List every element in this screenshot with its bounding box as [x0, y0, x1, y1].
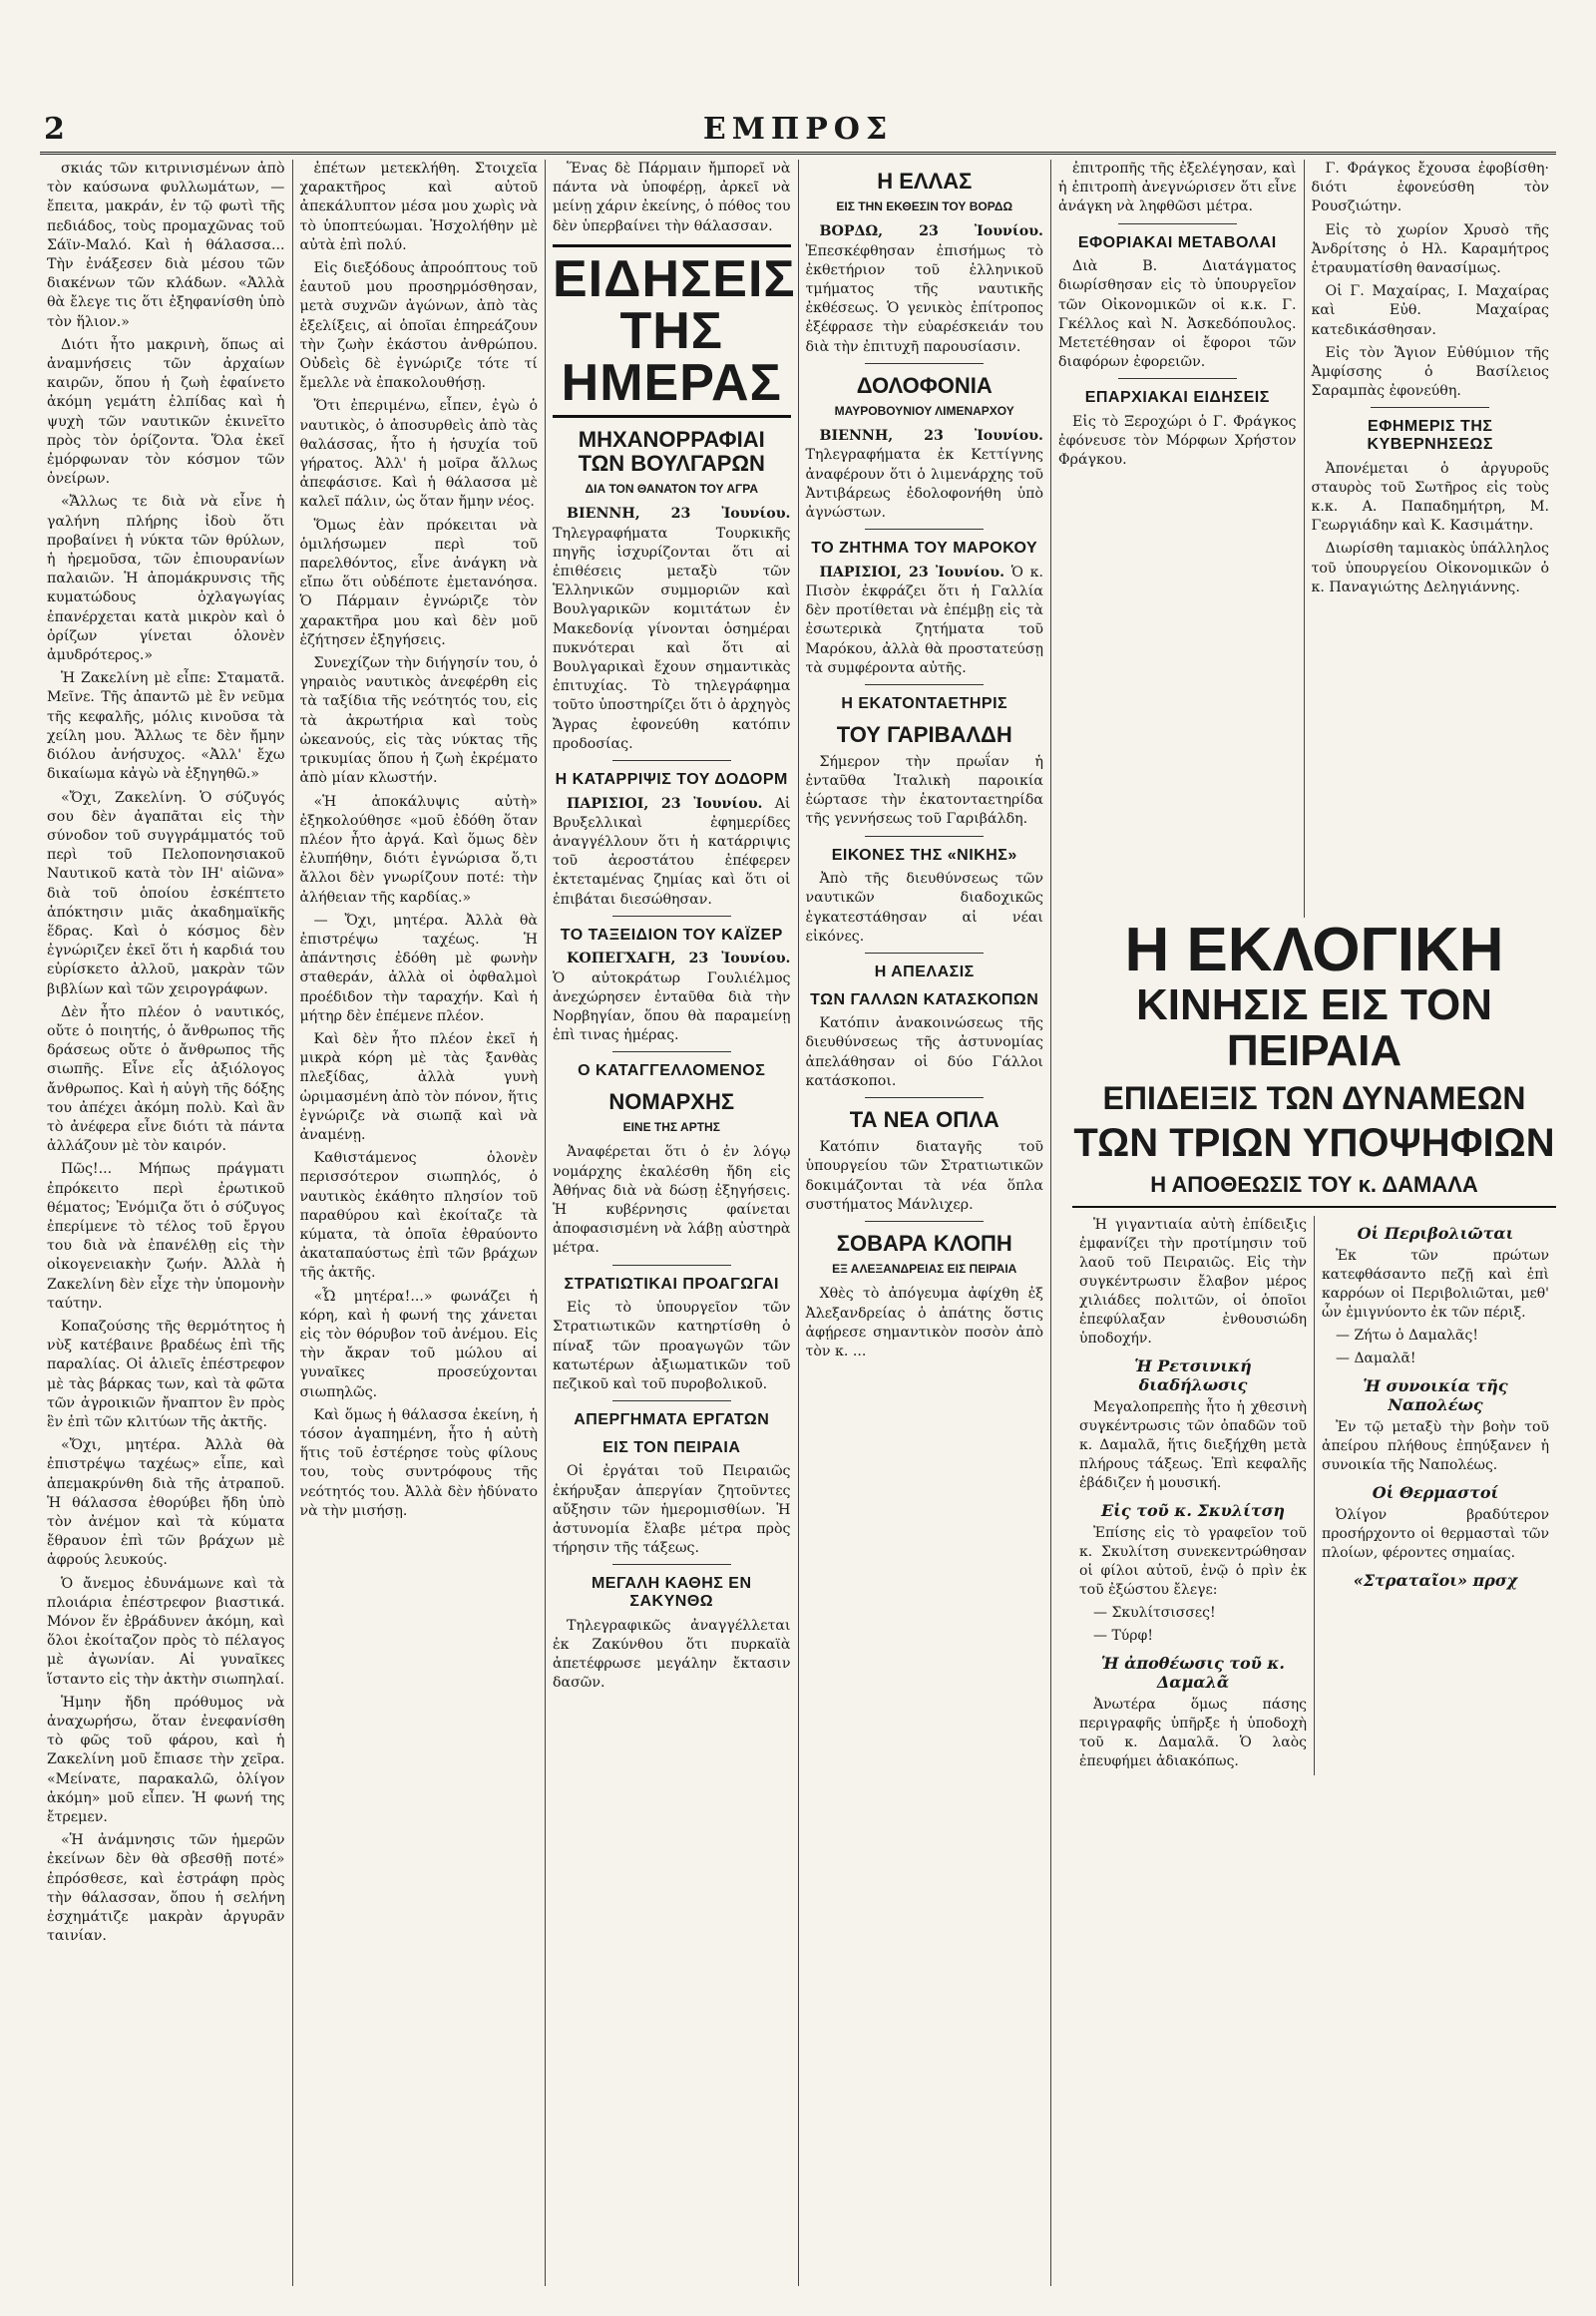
election-headline-line1: Η ΕΚΛΟΓΙΚΗ — [1124, 918, 1504, 984]
dateline: ΠΑΡΙΣΙΟΙ, 23 Ἰουνίου. — [819, 564, 1005, 580]
article-text: Ὁ αὐτοκράτωρ Γουλιέλμος ἀνεχώρησεν ἐνταῦθα διὰ τὴν Νορβηγίαν, ὅπου θὰ παραμείνῃ ἐπὶ τινας ἡμέρας. — [553, 969, 791, 1044]
section-heading: ΤΑ ΝΕΑ ΟΠΛΑ — [849, 1107, 999, 1133]
column-1 — [40, 160, 293, 2286]
section-heading: ΤΟ ΖΗΤΗΜΑ ΤΟΥ ΜΑΡΟΚΟΥ — [811, 540, 1038, 558]
article-text: Ἐκ τῶν πρώτων κατεφθάσαντο πεζῇ καὶ ἐπὶ καρρόων οἱ Περιβολιῶται, μεθ' ὧν ἐμιγνύοντο ἐκ τῶν πέριξ. — [1322, 1248, 1549, 1322]
divider — [865, 684, 984, 685]
section-heading: Η ΕΛΛΑΣ — [877, 169, 973, 193]
article-text: Χθὲς τὸ ἀπόγευμα ἀφίχθη ἐξ Ἀλεξανδρείας ὁ ἀπάτης ὅστις ἀφῄρεσε σημαντικὸν ποσὸν ἀπὸ τὸν κ. ... — [805, 1286, 1043, 1360]
divider — [1118, 223, 1237, 224]
section-heading: ΕΙΚΟΝΕΣ ΤΗΣ «ΝΙΚΗΣ» — [831, 846, 1017, 864]
election-col-left — [1072, 1216, 1315, 1775]
paragraph: Δὲν ἦτο πλέον ὁ ναυτικός, οὔτε ὁ ποιητής, ὁ ἄνθρωπος τῆς δράσεως οὔτε ὁ ἄνθρωπος τῆς σιωπῆς. Εἶνε εἷς ἀξιόλογος ἄνθρωπος. Καὶ ἡ αὐγὴ τῆς δόξης του ἀπέχει ἀκόμη πολὺ. Καὶ ἂν τὸ ἀνέφερα εἶνε διότι τὰ πάντα ἀλλάζουν μὲ τὸν καιρόν. — [47, 1003, 285, 1155]
paragraph: Εἰς διεξόδους ἀπροόπτους τοῦ ἑαυτοῦ μου προσηρμόσθησαν, μετὰ συχνῶν ἀγώνων, ἀπὸ τὰς ἐξελίξεις, αἱ ὁποῖαι ἐπηρεάζουν τὴν ζωὴν ἑκάστου ἀνθρώπου. Οὐδεὶς δὲ ἐγνώριζε τότε τί ἔμελλε νὰ ἐπακολουθήσῃ. — [299, 260, 538, 392]
divider — [612, 916, 731, 917]
paragraph: Πῶς!... Μήπως πράγματι ἐπρόκειτο περὶ ἐρωτικοῦ θέματος; Ἐνόμιζα ὅτι ὁ σύζυγος ἐπερίμενε τὸ τέλος τοῦ ἔργου του διὰ νὰ ἐπανέλθῃ εἰς τὴν οἰκογενειακὴν ζωήν. Ἀλλὰ ἡ Ζακελίνη δὲν εἶχε τὴν ὑπομονὴν ταύτην. — [47, 1161, 285, 1312]
paragraph: «Ἡ ἀνάμνησις τῶν ἡμερῶν ἐκείνων δὲν θὰ σβεσθῇ ποτέ» ἐπρόσθεσε, καὶ ἐστράφη πρὸς τὴν θάλασσαν, ὅπου ἡ σελήνη ἐσχημάτιζε μακρὰν ἀργυρᾶν ταινίαν. — [47, 1832, 285, 1945]
article-text: Ἐπεσκέφθησαν ἐπισήμως τὸ ἐκθετήριον τοῦ ἑλληνικοῦ τμήματος τῆς ναυτικῆς ἐκθέσεως. Ὁ γενικὸς ἐπίτροπος ἐξέφρασε τὴν εὐαρέσκειάν του διὰ τὴν ἐπιτυχῆ παρουσίασιν. — [805, 242, 1043, 355]
paragraph: Καὶ ὅμως ἡ θάλασσα ἐκείνη, ἡ τόσον ἀγαπημένη, ἦτο ἡ αὐτὴ ἥτις τοῦ ἐστέρησε τοὺς φίλους του, τοὺς συντρόφους τῆς νεότητός του. Ἀλλὰ δὲν ἠδύνατο νὰ τὴν μισήσῃ. — [299, 1406, 538, 1519]
article-text: Ἀπονέμεται ὁ ἀργυροῦς σταυρὸς τοῦ Σωτῆρος εἰς τοὺς κ.κ. Α. Παπαδημήτρη, Μ. Γεωργιάδην καὶ Κ. Κασιμάτην. — [1311, 460, 1549, 535]
paragraph: Διότι ἦτο μακρινὴ, ὅπως αἱ ἀναμνήσεις τῶν ἀρχαίων καιρῶν, ὅπου ἡ ζωὴ ἐφαίνετο ἀκόμη γεμάτη ἐλπίδας καὶ ἡ ψυχὴ τῶν ναυτικῶν ἐκινεῖτο πρὸς τὸν ὁρίζοντα. Ὅλα ἐκεῖ ἐμόρφωναν τὸν κόσμον τῶν ὀνείρων. — [47, 336, 285, 488]
section-heading: ΤΟ ΤΑΞΕΙΔΙΟΝ ΤΟΥ ΚΑΪΖΕΡ — [560, 926, 783, 944]
section-heading: Η ΑΠΕΛΑΣΙΣ — [874, 964, 975, 981]
section-subheading: ΕΙΝΕ ΤΗΣ ΑΡΤΗΣ — [622, 1120, 720, 1135]
divider — [865, 836, 984, 837]
paragraph: Οἱ Γ. Μαχαίρας, Ι. Μαχαίρας καὶ Εὐθ. Μαχαίρας κατεδικάσθησαν. — [1311, 283, 1549, 338]
section-heading: ΜΕΓΑΛΗ ΚΑΘΗΣ ΕΝ ΣΑΚΥΝΘΩ — [591, 1575, 752, 1611]
article-subheading: Ἡ συνοικία τῆς Ναπολέως — [1363, 1376, 1508, 1415]
page-number: 2 — [44, 112, 65, 147]
article-subheading: Οἱ Θερμαστοί — [1372, 1483, 1499, 1503]
divider — [612, 1265, 731, 1266]
section-heading: ΕΦΗΜΕΡΙΣ ΤΗΣ ΚΥΒΕΡΝΗΣΕΩΣ — [1367, 418, 1493, 454]
section-heading: Η ΕΚΑΤΟΝΤΑΕΤΗΡΙΣ — [841, 695, 1008, 713]
section-subheading: ΔΙΑ ΤΟΝ ΘΑΝΑΤΟΝ ΤΟΥ ΑΓΡΑ — [585, 482, 759, 497]
section-heading: ΑΠΕΡΓΗΜΑΤΑ ΕΡΓΑΤΩΝ — [574, 1411, 770, 1429]
article-text: Διὰ Β. Διατάγματος διωρίσθησαν εἰς τὸ ὑπουργεῖον τῶν Οἰκονομικῶν οἱ κ.κ. Γ. Γκέλλος καὶ Ν. Ἀσκεδόπουλος. Μετετέθησαν οἱ ἔφοροι τῶν διαφόρων ἐφορειῶν. — [1058, 258, 1297, 371]
section-heading: Ο ΚΑΤΑΓΓΕΛΛΟΜΕΝΟΣ — [578, 1062, 766, 1080]
dialogue-line: — Σκυλίτσισσες! — [1093, 1605, 1216, 1622]
paragraph: ἐπέτων μετεκλήθη. Στοιχεῖα χαρακτῆρος καὶ αὐτοῦ ἀπεκάλυπτον μέσα μου χωρὶς νὰ τὸ ὑποπτεύωμαι. Ἠσχολήθην μὲ αὐτὰ ἐπὶ πολύ. — [299, 161, 538, 253]
section-heading: ΣΟΒΑΡΑ ΚΛΟΠΗ — [836, 1231, 1012, 1257]
section-heading: ΜΗΧΑΝΟΡΡΑΦΙΑΙ ΤΩΝ ΒΟΥΛΓΑΡΩΝ — [578, 426, 765, 476]
section-heading: ΤΩΝ ΓΑΛΛΩΝ ΚΑΤΑΣΚΟΠΩΝ — [810, 990, 1039, 1008]
article-subheading: «Στραταῖοι» πρσχ — [1353, 1571, 1518, 1591]
paragraph: Γ. Φράγκος ἔχουσα ἐφοβίσθη· διότι ἐφονεύσθη τὸν Ρουσζιώτην. — [1311, 161, 1549, 215]
election-block — [1072, 918, 1556, 2286]
paragraph: — Ὄχι, μητέρα. Ἀλλὰ θὰ ἐπιστρέψω ταχέως. Ἡ ἀπάντησις ἐδόθη μὲ φωνὴν σταθεράν, ἀλλὰ οἱ ὀφθαλμοὶ προέδιδον τὴν ταραχήν. Καὶ ἡ μήτηρ δὲν ἐπέμενε πλέον. — [299, 912, 538, 1024]
election-headline-line2: ΚΙΝΗΣΙΣ ΕΙΣ ΤΟΝ ΠΕΙΡΑΙΑ — [1135, 980, 1493, 1076]
paragraph: Ἕνας δὲ Πάρμαιν ἤμπορεῖ νὰ πάντα νὰ ὑποφέρῃ, ἀρκεῖ νὰ μείνῃ χάριν ἐκείνης, ὁ πόθος του δὲν ὑπερβαίνει τὴν θάλασσαν. — [553, 161, 791, 234]
divider — [612, 1051, 731, 1052]
article-text: Εἰς τὸ Ξεροχώρι ὁ Γ. Φράγκος ἐφόνευσε τὸν Μόρφων Χρήστον Φράγκου. — [1058, 414, 1297, 469]
election-col-right — [1315, 1216, 1556, 1775]
article-text: Ἀνωτέρα ὅμως πάσης περιγραφῆς ὑπῆρξε ἡ ὑποδοχὴ τοῦ κ. Δαμαλᾶ. Ὁ λαὸς ἐπευφήμει ἀδιακόπως. — [1079, 1697, 1307, 1770]
paragraph: Καθιστάμενος ὁλονὲν περισσότερον σιωπηλός, ὁ ναυτικὸς ἐκάθητο πλησίον τοῦ παραθύρου καὶ ἐκοίταζε τὰ κύματα, τὰ ὁποῖα ἐθραύοντο ἀκαταπαύστως ἐπὶ τῶν βράχων τῆς ἀκτῆς. — [299, 1150, 538, 1282]
divider — [865, 1221, 984, 1222]
paragraph: Καὶ δὲν ἦτο πλέον ἐκεῖ ἡ μικρὰ κόρη μὲ τὰς ξανθὰς πλεξίδας, ἀλλὰ γυνὴ ὡριμασμένη ἀπὸ τὸν πόνον, ἥτις ἐγνώριζε νὰ σιωπᾷ καὶ νὰ ἀναμένῃ. — [299, 1030, 538, 1143]
article-text: Ἡ γιγαντιαία αὐτὴ ἐπίδειξις ἐμφανίζει τὴν προτίμησιν τοῦ λαοῦ τοῦ Πειραιῶς. Εἰς τὴν συγκέντρωσιν ἔλαβον μέρος χιλιάδες πολιτῶν, οἱ ὁποῖοι ἐπεφύλαξαν ἐνθουσιώδη ὑποδοχήν. — [1079, 1217, 1307, 1348]
section-subheading: ΕΞ ΑΛΕΞΑΝΔΡΕΙΑΣ ΕΙΣ ΠΕΙΡΑΙΑ — [832, 1262, 1017, 1277]
article-subheading: Οἱ Περιβολιῶται — [1357, 1224, 1514, 1244]
paragraph: Κοπαζούσης τῆς θερμότητος ἡ νὺξ κατέβαινε βραδέως ἐπὶ τῆς παραλίας. Οἱ ἁλιεῖς ἐπέστρεφον μὲ τὰς βάρκας των, καὶ τὰ φῶτα τῶν ἀγροικιῶν ἤναπτον ἓν πρὸς ἓν ἐπὶ τῶν κλιτύων τῆς ἀκτῆς. — [47, 1318, 285, 1430]
paper-name: ΕΜΠΡΟΣ — [702, 112, 894, 147]
dateline: ΒΟΡΔΩ, 23 Ἰουνίου. — [819, 223, 1043, 240]
paragraph: Ὅμως ἐὰν πρόκειται νὰ ὁμιλήσωμεν περὶ τοῦ παρελθόντος, εἶνε ἀνάγκη νὰ εἴπω ὅτι οὐδέποτε ἐμετανόησα. Ὁ Πάρμαιν ἐγνώριζε τὸν χαρακτῆρα μου καὶ δὲν μοῦ ἐζήτησεν ἐξηγήσεις. — [299, 517, 538, 648]
paragraph: «Ὄχι, μητέρα. Ἀλλὰ θὰ ἐπιστρέψω ταχέως» εἶπε, καὶ ἀπεμακρύνθη διὰ τῆς ἀτραποῦ. Ἡ θάλασσα ἐθορύβει ἤδη ὑπὸ τὸν ἀνέμον καὶ τὰ κύματα ἔθραυον ἐπὶ τῶν βράχων μὲ ἀφρούς λευκούς. — [47, 1437, 285, 1569]
section-heading: ΕΙΣ ΤΟΝ ΠΕΙΡΑΙΑ — [602, 1438, 741, 1456]
article-subheading: Ἡ Ρετσινική διαδήλωσις — [1134, 1356, 1252, 1395]
divider — [865, 1097, 984, 1098]
paragraph: Ὁ ἄνεμος ἐδυνάμωνε καὶ τὰ πλοιάρια ἐπέστρεφον βιαστικά. Μόνον ἕν ἐβράδυνεν ἀκόμη, καὶ ὅλοι ἐκοίταζον πρὸς τὸ πέλαγος μὲ ἀγωνίαν. Αἱ γυναῖκες ἵσταντο εἰς τὴν ἀκτὴν σιωπηλαί. — [47, 1575, 285, 1688]
paragraph: Εἰς τὸν Ἅγιον Εὐθύμιον τῆς Ἀμφίσσης ὁ Βασίλειος Σαραμπὰς ἐφονεύθη. — [1311, 344, 1549, 400]
article-text: Σήμερον τὴν πρωΐαν ἡ ἐνταῦθα Ἰταλικὴ παροικία ἑώρτασε τὴν ἑκατονταετηρίδα τῆς γεννήσεως τοῦ Γαριβάλδη. — [805, 753, 1043, 828]
dateline: ΒΙΕΝΝΗ, 23 Ἰουνίου. — [819, 428, 1043, 445]
dialogue-line: — Τύρφ! — [1093, 1628, 1153, 1645]
article-text: Εἰς τὸ ὑπουργεῖον τῶν Στρατιωτικῶν κατηρτίσθη ὁ πίναξ τῶν προαγωγῶν τῶν κατωτέρων ἀξιωματικῶν τοῦ πεζικοῦ καὶ τοῦ πυροβολικοῦ. — [553, 1300, 791, 1393]
article-text: Ὀλίγον βραδύτερον προσήρχοντο οἱ θερμασταὶ τῶν πλοίων, φέροντες σημαίας. — [1322, 1507, 1549, 1562]
section-subheading: ΕΙΣ ΤΗΝ ΕΚΘΕΣΙΝ ΤΟΥ ΒΟΡΔΩ — [836, 199, 1013, 214]
paragraph: «Ὄχι, Ζακελίνη. Ὁ σύζυγός σου δὲν ἀγαπᾶται εἰς τὴν σύνοδον τοῦ συγγράμματός τοῦ περὶ τοῦ Πελοπονησιακοῦ Ναυτικοῦ κατὰ τὸν ΙΗ' αἰῶνα» διὰ τοῦ ὁποίου ἐσκέπτετο ἀπόκτησιν μιᾶς ἀκαδημαϊκῆς ἕδρας. Καὶ ὁ κόσμος δὲν ἐγνώριζεν ἐκεῖ ὅτι ἡ καρδιά του εὑρίσκετο ἀλλοῦ, μακρὰν τῶν βιβλίων καὶ τῶν χειρογράφων. — [47, 789, 285, 997]
column-3 — [546, 160, 799, 2286]
section-heading: ΣΤΡΑΤΙΩΤΙΚΑΙ ΠΡΟΑΓΩΓΑΙ — [564, 1275, 779, 1293]
election-subheadline-line1: ΕΠΙΔΕΙΞΙΣ ΤΩΝ ΔΥΝΑΜΕΩΝ — [1102, 1080, 1526, 1117]
section-heading: ΕΦΟΡΙΑΚΑΙ ΜΕΤΑΒΟΛΑΙ — [1077, 233, 1277, 251]
article-text: Κατόπιν διαταγῆς τοῦ ὑπουργείου τῶν Στρατιωτικῶν δοκιμάζονται τὰ νέα ὅπλα συστήματος Μάνλιχερ. — [805, 1139, 1043, 1213]
section-heading: ΕΠΑΡΧΙΑΚΑΙ ΕΙΔΗΣΕΙΣ — [1084, 389, 1270, 407]
paragraph: σκιάς τῶν κιτρινισμένων ἀπὸ τὸν καύσωνα φυλλωμάτων, — ἔπειτα, μακράν, ἐν τῷ φωτὶ τῆς πεδιάδος, τοὺς προμαχῶνας τοῦ Σάϊν-Μαλό. Καὶ ἡ θάλασσα... Τὴν ἐνάξεσεν διὰ μέσου τῶν διακένων τῶν κλάδων. «Ἀλλὰ θὰ ἔλεγε τις ὅτι ἐξηφανίσθη ὑπὸ τὸν ἥλιον.» — [47, 161, 285, 330]
paragraph: Ἡμην ἤδη πρόθυμος νὰ ἀναχωρήσω, ὅταν ἐνεφανίσθη τὸ φῶς τοῦ φάρου, καὶ ἡ Ζακελίνη μοῦ ἔπιασε τὴν χεῖρα. «Μείνατε, παρακαλῶ, ὀλίγον ἀκόμη» μοῦ εἶπεν. Ἡ φωνή της ἔτρεμεν. — [47, 1694, 285, 1826]
section-heading: ΝΟΜΑΡΧΗΣ — [608, 1089, 735, 1115]
article-text: Τηλεγραφικῶς ἀναγγέλλεται ἐκ Ζακύνθου ὅτι πυρκαϊὰ ἀπετέφρωσε μεγάλην ἔκτασιν δασῶν. — [553, 1617, 791, 1692]
divider — [1072, 1206, 1556, 1208]
divider — [865, 529, 984, 530]
paragraph: «Ὦ μητέρα!...» φωνάζει ἡ κόρη, καὶ ἡ φωνή της χάνεται εἰς τὸν θόρυβον τοῦ ἀνέμου. Εἰς τὴν ἄκραν τοῦ μώλου αἱ γυναῖκες προσεύχονται σιωπηλῶς. — [299, 1288, 538, 1400]
divider — [1371, 407, 1489, 408]
election-columns — [1072, 1216, 1556, 1775]
paragraph: «Ἡ ἀποκάλυψις αὐτὴ» ἐξηκολούθησε «μοῦ ἐδόθη ὅταν πλέον ἦτο ἀργά. Καὶ ὅμως δὲν ἐλυπήθην, διότι ἐγνώρισα ὅ,τι ἄλλοι δὲν γνωρίζουν ποτέ: τὴν ἀλήθειαν τῆς καρδίας.» — [299, 793, 538, 906]
section-heading: ΤΟΥ ΓΑΡΙΒΑΛΔΗ — [836, 721, 1012, 747]
paragraph: «Ἄλλως τε διὰ νὰ εἶνε ἡ γαλήνη πλήρης ἰδοὺ ὅτι προβαίνει ἡ νύκτα τῶν θρύλων, ἡ ἠρεμοῦσα, τῶν ἐπιουρανίων παλαιῶν. Ἡ ἀπομάκρυνσις τῆς κυματώδους ὀχλαγωγίας ἐπανέρχεται κατὰ μικρὸν καὶ ὁ ὁρίζων γίνεται ὁλονὲν ἀμυδρότερος.» — [47, 494, 285, 664]
article-text: Τηλεγραφήματα Τουρκικῆς πηγῆς ἰσχυρίζονται ὅτι αἱ ἐπιθέσεις μεταξὺ τῶν Ἑλληνικῶν συμμοριῶν καὶ Βουλγαρικῶν κομιτάτων ἐν Μακεδονίᾳ γίνονται ὁσημέραι πυκνότεραι καὶ ὅτι αἱ Βουλγαρικαὶ ἔχουν σημαντικὰς ἐπιτυχίας. Τὸ τηλεγράφημα τοῦτο ὑποστηρίζει ὅτι ὁ ἀρχηγὸς Ἄγρας ἐφονεύθη κατόπιν προδοσίας. — [553, 525, 791, 752]
divider — [865, 953, 984, 954]
article-text: Κατόπιν ἀνακοινώσεως τῆς διευθύνσεως τῆς ἀστυνομίας ἀπελάθησαν οἱ δύο Γάλλοι κατάσκοποι. — [805, 1015, 1043, 1089]
paragraph: ἐπιτροπῆς τῆς ἐξελέγησαν, καὶ ἡ ἐπιτροπὴ ἀνεγνώρισεν ὅτι εἶνε ἀνάγκη νὰ ληφθῶσι μέτρα. — [1058, 161, 1297, 215]
divider — [1118, 378, 1237, 379]
section-heading: Η ΚΑΤΑΡΡΙΨΙΣ ΤΟΥ ΔΟΔΟΡΜ — [555, 771, 788, 789]
dateline: ΒΙΕΝΝΗ, 23 Ἰουνίου. — [567, 506, 791, 523]
article-text: Μεγαλοπρεπὴς ἦτο ἡ χθεσινὴ συγκέντρωσις τῶν ὀπαδῶν τοῦ κ. Δαμαλᾶ, ἥτις διεξήχθη μετὰ πλήρους τάξεως. Ἐπὶ κεφαλῆς ἐβάδιζεν ἡ μουσική. — [1079, 1399, 1307, 1492]
divider — [612, 760, 731, 761]
article-text: Οἱ ἐργάται τοῦ Πειραιῶς ἐκήρυξαν ἀπεργίαν ζητοῦντες αὔξησιν τῶν ἡμερομισθίων. Ἡ ἀστυνομία ἔλαβε μέτρα πρὸς τήρησιν τῆς τάξεως. — [553, 1463, 791, 1557]
section-subheading: ΜΑΥΡΟΒΟΥΝΙΟΥ ΛΙΜΕΝΑΡΧΟΥ — [834, 404, 1014, 418]
article-subheading: Εἰς τοῦ κ. Σκυλίτση — [1100, 1501, 1286, 1521]
paragraph: Εἰς τὸ χωρίον Χρυσὸ τῆς Ἀνδρίτσης ὁ Ηλ. Καραμήτρος ἐτραυματίσθη θανασίμως. — [1311, 221, 1549, 277]
article-subheading: Ἡ ἀποθέωσις τοῦ κ. Δαμαλᾶ — [1101, 1654, 1285, 1693]
masthead — [40, 112, 1556, 155]
divider — [865, 363, 984, 364]
paragraph: Ἡ Ζακελίνη μὲ εἶπε: Σταματᾶ. Μεῖνε. Τῆς ἀπαντῶ μὲ ἓν νεῦμα τῆς κεφαλῆς, μόλις κινοῦσα τὰ χείλη μου. Ἄλλως τε δὲν ἤμην διόλου ἀνήσυχος. «Ἀλλ' ἔχω δικαίωμα κἀγὼ νὰ ἐξηγηθῶ.» — [47, 670, 285, 783]
article-text: Ἐπίσης εἰς τὸ γραφεῖον τοῦ κ. Σκυλίτση συνεκεντρώθησαν οἱ φίλοι αὐτοῦ, ἐνῷ ὁ πρὶν ἐκ τοῦ ἐξώστου ἔλεγε: — [1079, 1525, 1307, 1599]
article-text: Ἀναφέρεται ὅτι ὁ ἐν λόγῳ νομάρχης ἐκαλέσθη ἤδη εἰς Ἀθήνας διὰ νὰ δώσῃ ἐξηγήσεις. Ἡ κυβέρνησις φαίνεται ἀποφασισμένη νὰ λάβῃ αὐστηρὰ μέτρα. — [553, 1144, 791, 1257]
article-text: Τηλεγραφήματα ἐκ Κεττίγνης ἀναφέρουν ὅτι ὁ λιμενάρχης τοῦ Ἀντιβάρεως ἐδολοφονήθη ὑπὸ ἀγνώστων. — [805, 447, 1043, 522]
section-heading: ΔΟΛΟΦΟΝΙΑ — [856, 372, 993, 398]
divider — [612, 1400, 731, 1401]
paragraph: Ὅτι ἐπεριμένω, εἶπεν, ἐγὼ ὁ ναυτικὸς, ὁ ἀποσυρθεὶς ἀπὸ τὰς θαλάσσας, ἦτο ἡ ἡσυχία τοῦ γήρατος. Ἀλλ' ἡ μοῖρα ἄλλως ἀπεφάσισε. Καὶ ἡ θάλασσα μὲ καλεῖ πάλιν, ὡς ὅταν ἤμην νέος. — [299, 398, 538, 511]
paragraph: Συνεχίζων τὴν διήγησίν του, ὁ γηραιὸς ναυτικὸς ἀνεφέρθη εἰς τὰ ταξίδια τῆς νεότητός του, εἰς τὰ ἀκρωτήρια καὶ τοὺς ὠκεανούς, εἰς τὰς νύκτας τῆς τρικυμίας ὅπου ἡ ζωὴ ἐκρέματο ἀπὸ μίαν κλωστήν. — [299, 655, 538, 787]
dateline: ΚΟΠΕΓΧΑΓΗ, 23 Ἰουνίου. — [567, 951, 791, 967]
column-2 — [293, 160, 547, 2286]
article-text: Ἀπὸ τῆς διευθύνσεως τῶν ναυτικῶν διαδοχικῶς ἐγκατεστάθησαν αἱ νέαι εἰκόνες. — [805, 871, 1043, 945]
election-subheadline-line2: ΤΩΝ ΤΡΙΩΝ ΥΠΟΨΗΦΙΩΝ — [1073, 1121, 1555, 1166]
article-text: Διωρίσθη ταμιακὸς ὑπάλληλος τοῦ ὑπουργείου Οἰκονομικῶν ὁ κ. Παναγιώτης Δεληγιάννης. — [1311, 541, 1549, 595]
divider — [612, 1564, 731, 1565]
article-text: Ἐν τῷ μεταξὺ τὴν βοὴν τοῦ ἀπείρου πλήθους ἐπηύξανεν ἡ συνοικία τῆς Ναπολέως. — [1322, 1419, 1549, 1474]
column-4 — [799, 160, 1052, 2286]
news-of-the-day-banner: ΕΙΔΗΣΕΙΣ ΤΗΣ ΗΜΕΡΑΣ — [553, 244, 791, 418]
dateline: ΠΑΡΙΣΙΟΙ, 23 Ἰουνίου. — [567, 795, 763, 812]
article-text: Ὁ κ. Πισὸν ἐκφράζει ὅτι ἡ Γαλλία δὲν προτίθεται νὰ ἐπέμβῃ εἰς τὰ ἐσωτερικὰ ζητήματα τοῦ Μαρόκου, ἀλλὰ θὰ προστατεύσῃ τὰ συμφέροντα αὐτῆς. — [805, 564, 1043, 676]
election-subheadline-line3: Η ΑΠΟΘΕΩΣΙΣ ΤΟΥ κ. ΔΑΜΑΛΑ — [1150, 1172, 1478, 1198]
dialogue-line: — Ζήτω ὁ Δαμαλᾶς! — [1336, 1328, 1478, 1345]
dialogue-line: — Δαμαλᾶ! — [1336, 1351, 1416, 1367]
article-text: Αἱ Βρυξελλικαὶ ἐφημερίδες ἀναγγέλλουν ὅτι ἡ κατάρριψις τοῦ ἀεροστάτου ἐπέφερεν ἐκτεταμένας ζημίας καὶ ὅτι οἱ ἐπιβάται διεσώθησαν. — [553, 795, 791, 908]
